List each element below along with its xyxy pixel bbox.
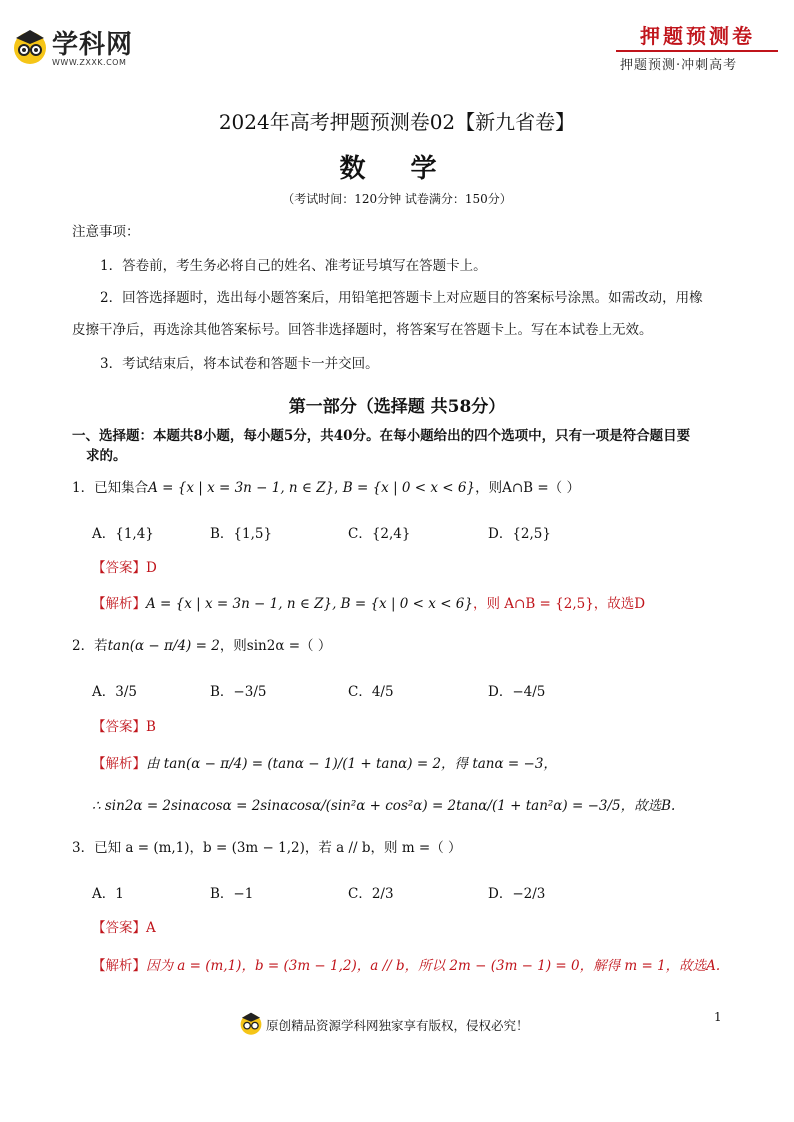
q2-stem: 2．若tan(α − π/4) = 2，则sin2α =（ ） (72, 638, 332, 654)
logo-mascot-icon (10, 26, 50, 66)
notice-item-1: 1．答卷前，考生务必将自己的姓名、准考证号填写在答题卡上。 (100, 258, 487, 274)
q3-answer: 【答案】A (92, 920, 156, 936)
q1-answer: 【答案】D (92, 560, 157, 576)
q2-option-b: B．−3/5 (210, 684, 267, 700)
logo-text: 学科网 (52, 30, 134, 60)
footer-copyright: 原创精品资源学科网独家享有版权，侵权必究！ (266, 1018, 529, 1033)
q2-analysis-line2: ∴ sin2α = 2sinαcosα = 2sinαcosα/(sin²α + cos²α) = 2tanα/(1 + tan²α) = −3/5，故选B. (92, 798, 676, 814)
part-intro-line2: 求的。 (86, 448, 127, 464)
q3-stem: 3．已知 a = (m,1)，b = (3m − 1,2)，若 a // b，则 m =（ ） (72, 840, 462, 856)
exam-meta: （考试时间：120分钟 试卷满分：150分） (282, 192, 512, 206)
q1-stem: 1．已知集合A = {x | x = 3n − 1, n ∈ Z}, B = {x | 0 < x < 6}，则A∩B =（ ） (72, 480, 580, 496)
brand-title: 押题预测卷 (640, 24, 755, 48)
q2-analysis-line1: 【解析】由 tan(α − π/4) = (tanα − 1)/(1 + tanα) = 2，得 tanα = −3， (92, 756, 557, 772)
logo-url: WWW.ZXXK.COM (52, 58, 127, 67)
q2-answer: 【答案】B (92, 719, 156, 735)
q3-option-b: B．−1 (210, 886, 254, 902)
subject-title: 数 学 (339, 154, 455, 184)
page-number: 1 (714, 1010, 722, 1024)
q2-option-d: D．−4/5 (488, 684, 546, 700)
notice-item-3: 3．考试结束后，将本试卷和答题卡一并交回。 (100, 356, 379, 372)
section-title: 第一部分（选择题 共58分） (288, 397, 506, 417)
footer-mascot-icon (238, 1010, 264, 1036)
q1-option-b: B．{1,5} (210, 526, 273, 542)
q2-option-a: A．3/5 (92, 684, 137, 700)
q1-option-c: C．{2,4} (348, 526, 411, 542)
q2-option-c: C．4/5 (348, 684, 394, 700)
brand-underline (616, 50, 778, 52)
exam-title: 2024年高考押题预测卷02【新九省卷】 (218, 110, 576, 134)
q1-analysis: 【解析】A = {x | x = 3n − 1, n ∈ Z}, B = {x | 0 < x < 6}，则 A∩B = {2,5}，故选D (92, 596, 646, 612)
notice-item-2b: 皮擦干净后，再选涂其他答案标号。回答非选择题时，将答案写在答题卡上。写在本试卷上无效。 (72, 322, 653, 338)
q3-option-d: D．−2/3 (488, 886, 546, 902)
notice-item-2a: 2．回答选择题时，选出每小题答案后，用铅笔把答题卡上对应题目的答案标号涂黑。如需改动，用橡 (100, 290, 703, 306)
q3-option-a: A．1 (92, 886, 124, 902)
notice-heading: 注意事项： (72, 224, 140, 240)
part-intro-line1: 一、选择题：本题共8小题，每小题5分，共40分。在每小题给出的四个选项中，只有一项是符合题目要 (72, 428, 691, 444)
brand-subtitle: 押题预测·冲刺高考 (620, 58, 738, 73)
q1-option-d: D．{2,5} (488, 526, 551, 542)
q3-option-c: C．2/3 (348, 886, 394, 902)
q1-option-a: A．{1,4} (92, 526, 154, 542)
q3-analysis: 【解析】因为 a = (m,1)，b = (3m − 1,2)，a // b，所以 2m − (3m − 1) = 0，解得 m = 1，故选A. (92, 958, 721, 974)
